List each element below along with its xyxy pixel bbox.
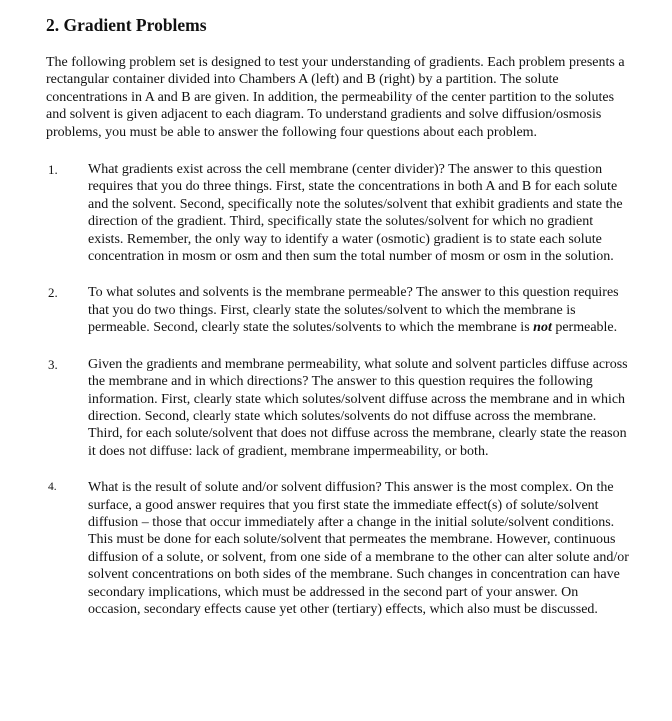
document-page xyxy=(46,14,630,637)
question-number: 1. xyxy=(48,162,58,178)
question-3 xyxy=(46,356,630,460)
question-number: 2. xyxy=(48,285,58,301)
question-1 xyxy=(46,161,630,265)
intro-paragraph: The following problem set is designed to test your understanding of gradients. Each problem presents a rectangular container divided into Chambers A (left) and B (right) by a partition. The solute concentrations in A and B are given. In addition, the permeability of the center partition to the solutes and solvent is given adjacent to each diagram. To understand gradients and solve diffusion/osmosis problems, you must be able to answer the following four questions about each problem. xyxy=(46,55,625,140)
emphasized-word: not xyxy=(533,320,552,336)
question-2 xyxy=(46,284,630,336)
section-heading: 2. Gradient Problems xyxy=(46,15,207,35)
question-text xyxy=(88,284,630,336)
question-text: What is the result of solute and/or solvent diffusion? This answer is the most complex. On the surface, a good answer requires that you first state the immediate effect(s) of solute/solvent diffusion – those that occur immediately after a change in the initial solute/solvent conditions. This must be done for each solute/solvent that permeates the membrane. However, continuous diffusion of a solute, or solvent, from one side of a membrane to the other can alter solute and/or solvent concentrations on both sides of the membrane. Such changes in concentration can have secondary implications, which must be addressed in the second part of your answer. On occasion, secondary effects cause yet other (tertiary) effects, which also must be discussed. xyxy=(88,480,629,617)
question-number: 4. xyxy=(48,481,57,494)
question-text: Given the gradients and membrane permeability, what solute and solvent particles diffuse across the membrane and in which directions? The answer to this question requires the following information. First, clearly state which solutes/solvent diffuse across the membrane and in which direction. Second, clearly state which solutes/solvents do not diffuse across the membrane. Third, for each solute/solvent that does not diffuse across the membrane, clearly state the reason it does not diffuse: lack of gradient, membrane impermeability, or both. xyxy=(88,356,628,459)
question-text-start: To what solutes and solvents is the membrane permeable? The answer to this question requires that you do two things. First, clearly state the solutes/solvent to which the membrane is permeable. Second, clearly state the solutes/solvents to which the membrane is xyxy=(88,285,619,336)
question-4 xyxy=(46,479,630,618)
question-number: 3. xyxy=(48,356,58,372)
question-text: What gradients exist across the cell membrane (center divider)? The answer to this question requires that you do three things. First, state the concentrations in both A and B for each solute and the solvent. Second, specifically note the solutes/solvent that exhibit gradients and state the direction of the gradient. Third, specifically state the solutes/solvent for which no gradient exists. Remember, the only way to identify a water (osmotic) gradient is to state each solute concentration in mosm or osm and then sum the total number of mosm or osm in the solution. xyxy=(88,162,623,265)
question-text-end: permeable. xyxy=(551,320,618,336)
